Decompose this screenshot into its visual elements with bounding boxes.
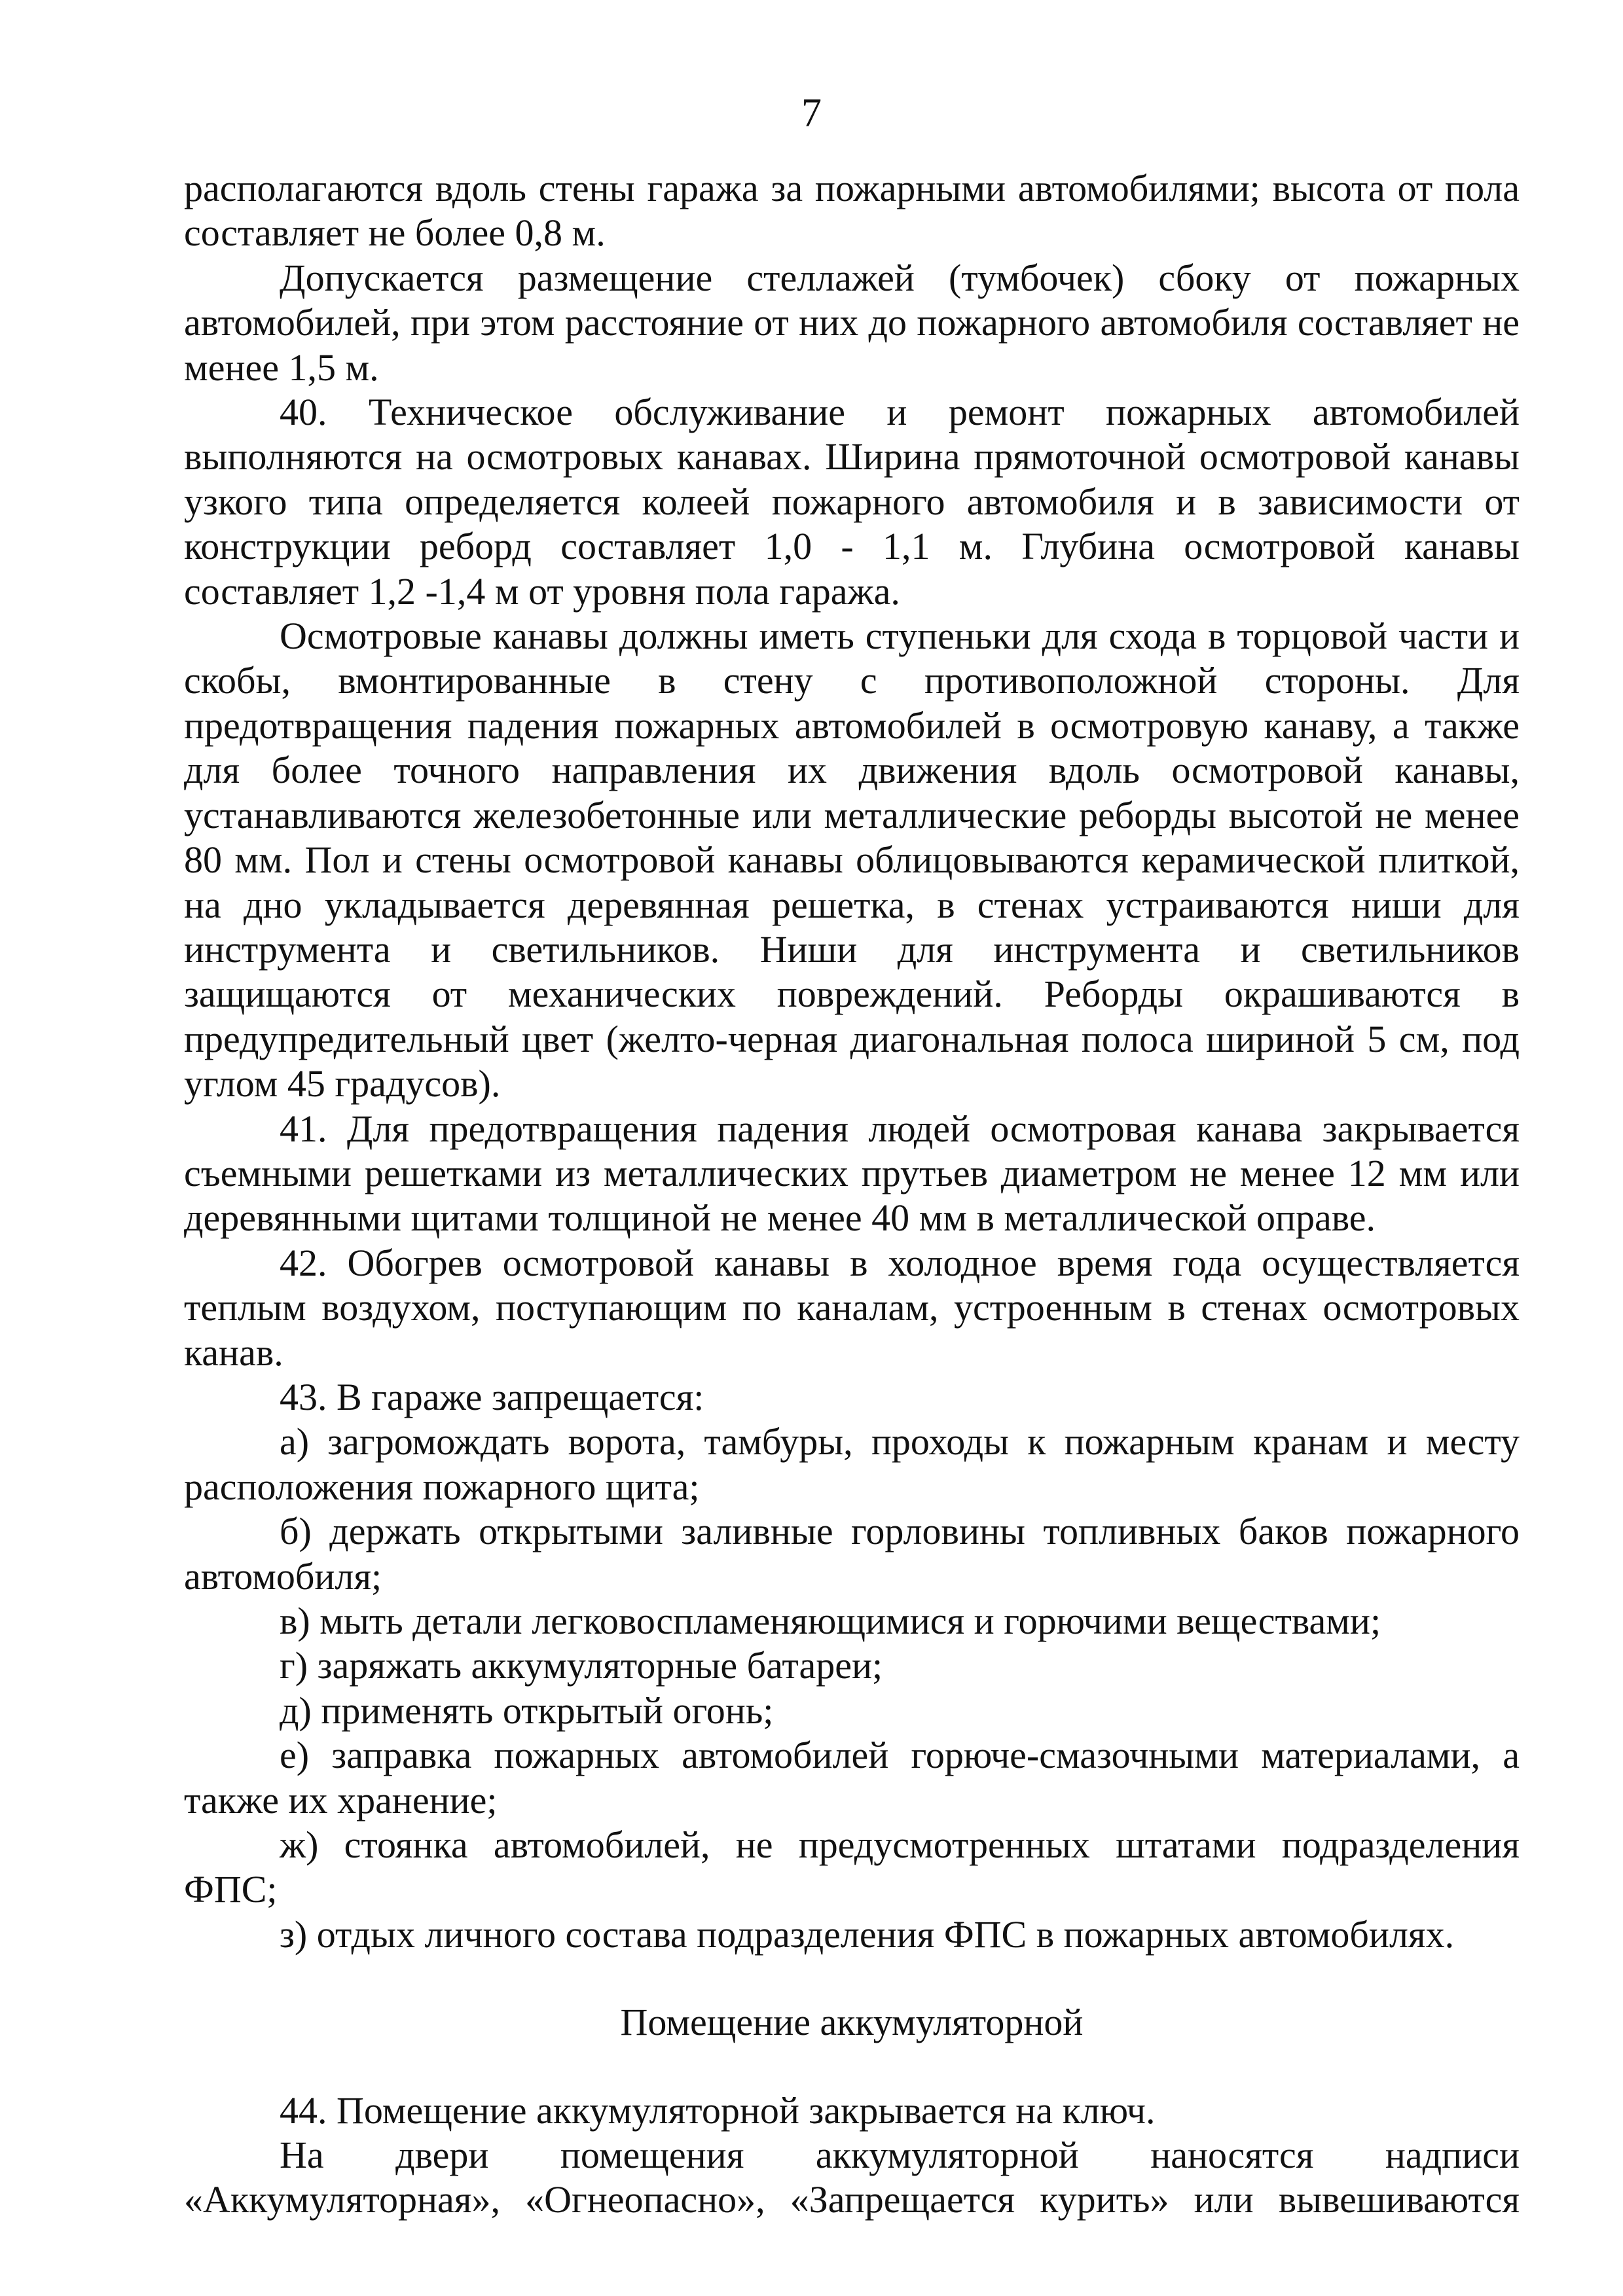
list-item: в) мыть детали легковоспламеняющимися и горючими веществами; — [280, 1600, 1381, 1642]
paragraph-item-43: 43. В гараже запрещается: — [280, 1375, 704, 1418]
paragraph: располагаются вдоль стены гаража за пожарными автомобилями; высота от пола составляет не более 0,8 м. — [184, 167, 1520, 255]
paragraph-item-42: 42. Обогрев осмотровой канавы в холодное время года осуществляется теплым воздухом, поступающим по каналам, устроенным в стенах осмотровых канав. — [184, 1241, 1520, 1374]
list-item: з) отдых личного состава подразделения ФПС в пожарных автомобилях. — [280, 1912, 1455, 1956]
paragraph-item-40: 40. Техническое обслуживание и ремонт пожарных автомобилей выполняются на осмотровых канавах. Ширина прямоточной осмотровой канавы узкого типа определяется колеей пожарного автомобиля и в зависимости от конструкции реборд составляет 1,0 - 1,1 м. Глубина осмотровой канавы составляет 1,2 -1,4 м от уровня пола гаража. — [184, 391, 1520, 613]
paragraph: Осмотровые канавы должны иметь ступеньки для схода в торцовой части и скобы, вмонтированные в стену с противоположной стороны. Для предотвращения падения пожарных автомобилей в осмотровую канаву, а также для более точного направления их движения вдоль осмотровой канавы, устанавливаются железобетонные или металлические реборды высотой не менее 80 мм. Пол и стены осмотровой канавы облицовываются керамической плиткой, на дно укладывается деревянная решетка, в стенах устраиваются ниши для инструмента и светильников. Ниши для инструмента и светильников защищаются от механических повреждений. Реборды окрашиваются в предупредительный цвет (желто-черная диагональная полоса шириной 5 см, под углом 45 градусов). — [184, 615, 1520, 1105]
paragraph: На двери помещения аккумуляторной наносятся надписи «Аккумуляторная», «Огнеопасно», «Запрещается курить» или вывешиваются — [184, 2134, 1520, 2221]
list-item: б) держать открытыми заливные горловины топливных баков пожарного автомобиля; — [184, 1510, 1520, 1598]
section-heading: Помещение аккумуляторной — [620, 2001, 1084, 2044]
list-item: ж) стоянка автомобилей, не предусмотренных штатами подразделения ФПС; — [184, 1823, 1520, 1911]
paragraph-item-41: 41. Для предотвращения падения людей осмотровая канава закрывается съемными решетками из металлических прутьев диаметром не менее 12 мм или деревянными щитами толщиной не менее 40 мм в металлической оправе. — [184, 1107, 1520, 1240]
document-body — [184, 166, 1520, 2223]
list-item: а) загромождать ворота, тамбуры, проходы к пожарным кранам и месту расположения пожарного щита; — [184, 1420, 1520, 1508]
page-number: 7 — [801, 91, 822, 135]
list-item: е) заправка пожарных автомобилей горюче-смазочными материалами, а также их хранение; — [184, 1734, 1520, 1821]
list-item: д) применять открытый огонь; — [280, 1689, 774, 1732]
paragraph: Допускается размещение стеллажей (тумбочек) сбоку от пожарных автомобилей, при этом расстояние от них до пожарного автомобиля составляет не менее 1,5 м. — [184, 256, 1520, 389]
list-item: г) заряжать аккумуляторные батареи; — [280, 1644, 883, 1687]
paragraph-item-44: 44. Помещение аккумуляторной закрывается на ключ. — [280, 2089, 1156, 2132]
